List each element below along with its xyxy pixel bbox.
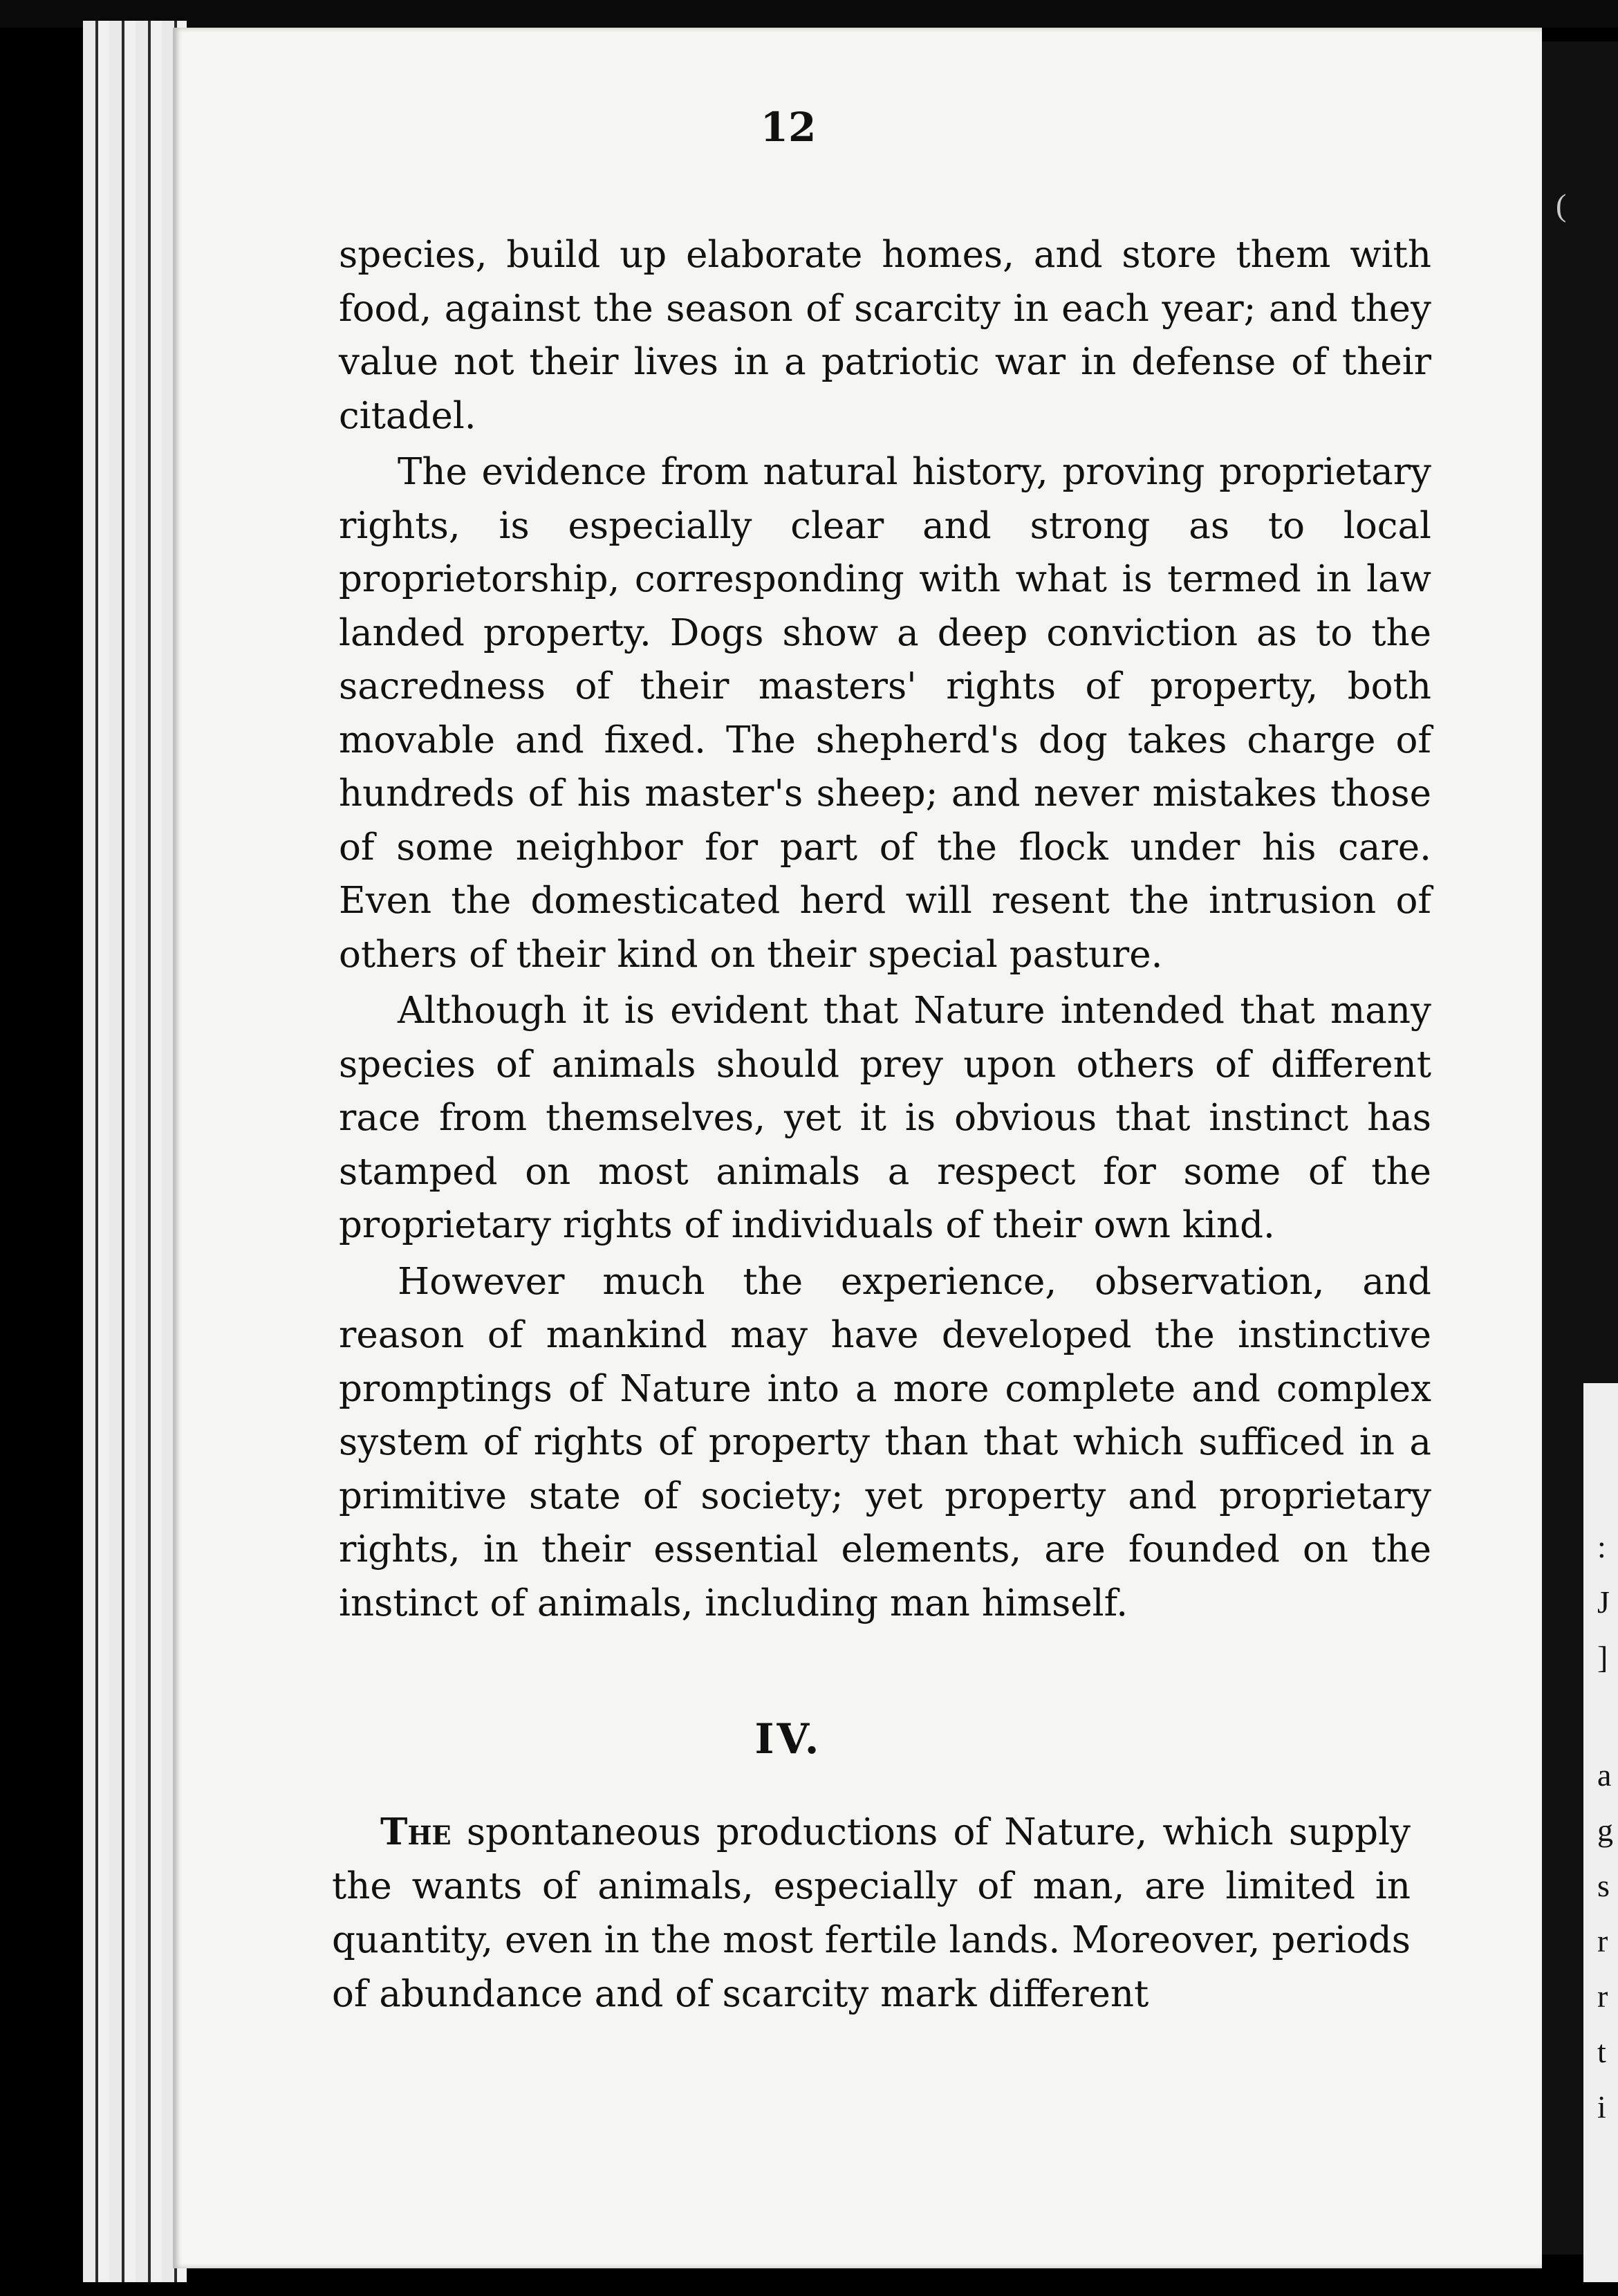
- facing-page-letter: i: [1597, 2089, 1606, 2124]
- paragraph: Although it is evident that Nature intended that many species of animals should prey upon others of different race from themselves, yet it is obvious that instinct has stamped on most animals a respect for some of the proprietary rights of individuals of their own kind.: [339, 990, 1431, 1246]
- paragraph-text: spontaneous productions of Nature, which supply the wants of animals, especially of man, are limited in quantity, even in the most fertile lands. Moreover, periods of abundance and of scarcity mark different: [332, 1811, 1411, 2015]
- facing-page-letter: a: [1597, 1757, 1612, 1793]
- facing-page-letter: t: [1597, 2034, 1606, 2069]
- section-heading: IV.: [754, 1715, 822, 1763]
- paragraph: species, build up elaborate homes, and store them with food, against the season of scarcity in each year; and they value not their lives in a patriotic war in defense of their citadel.: [339, 234, 1431, 437]
- facing-page-letter: s: [1597, 1868, 1610, 1903]
- facing-page-letter: ]: [1597, 1640, 1608, 1675]
- page-edge-stack: [83, 21, 187, 2282]
- lead-word: The: [380, 1811, 452, 1853]
- paragraph: The evidence from natural history, proving proprietary rights, is especially clear and strong as to local proprietorship, corresponding with what is termed in law landed property. Dogs show a deep conviction as to the sacredness of their masters' rights of property, both movable and fixed. The shepherd's dog takes charge of hundreds of his master's sheep; and never mistakes those of some neighbor for part of the flock under his care. Even the domesticated herd will resent the intrusion of others of their kind on their special pasture.: [339, 451, 1431, 976]
- facing-page-letter: (: [1556, 187, 1567, 223]
- paragraph: [332, 1805, 1411, 2021]
- body-text: [339, 228, 1431, 1630]
- facing-page-letter: r: [1597, 1923, 1608, 1959]
- page-number: 12: [760, 104, 817, 151]
- paragraph: However much the experience, observation, and reason of mankind may have developed the instinctive promptings of Nature into a more complete and complex system of rights of property than that which sufficed in a primitive state of society; yet property and proprietary rights, in their essential elements, are founded on the instinct of animals, including man himself.: [339, 1260, 1431, 1624]
- facing-page-letter: g: [1597, 1813, 1613, 1848]
- section-body-text: [332, 1805, 1411, 2021]
- facing-page-letter: r: [1597, 1979, 1608, 2014]
- scan-border-top: [0, 0, 1618, 28]
- facing-page-letter: J: [1597, 1584, 1610, 1620]
- facing-page-letter: :: [1597, 1529, 1606, 1564]
